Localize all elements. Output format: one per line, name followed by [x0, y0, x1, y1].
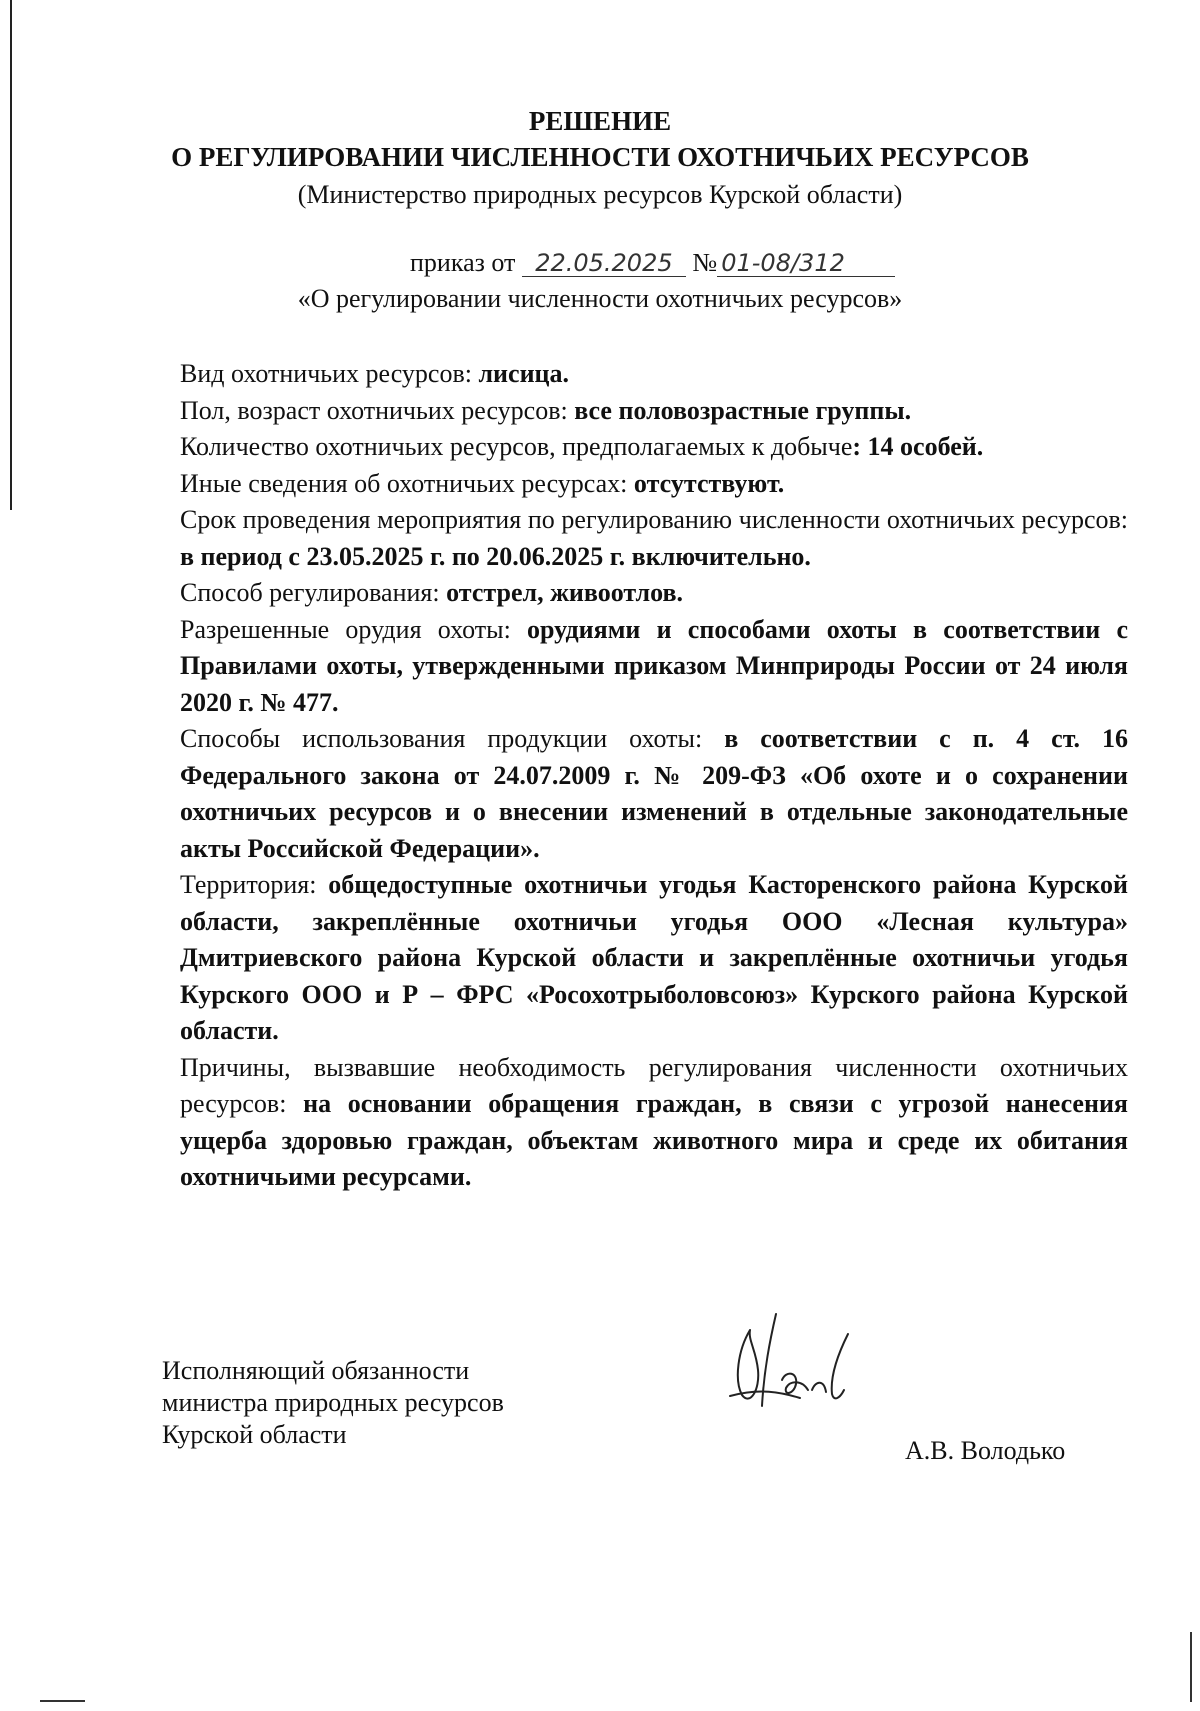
field-period	[180, 502, 1128, 575]
field-species	[180, 356, 1128, 393]
field-product-use	[180, 721, 1128, 867]
field-label: Причины, вызвавшие необходимость регулирования численности охотничьих ресурсов:	[180, 1052, 1128, 1118]
field-value: орудиями и способами охоты в соответствии с Правилами охоты, утвержденными приказом Минприроды России от 24 июля 2020 г. № 477.	[180, 614, 1128, 717]
field-territory	[180, 867, 1128, 1050]
field-label: Территория:	[180, 870, 329, 899]
field-label: Способы использования продукции охоты:	[180, 724, 725, 753]
signatory-position-line: Курской области	[162, 1420, 347, 1449]
field-quantity	[180, 429, 1128, 466]
field-value: все половозрастные группы.	[574, 395, 912, 425]
signatory-position	[162, 1355, 504, 1451]
issuing-authority: (Министерство природных ресурсов Курской области)	[297, 180, 903, 209]
field-label: Количество охотничьих ресурсов, предполагаемых к добыче	[180, 432, 853, 461]
scan-edge-right	[1190, 1632, 1192, 1702]
field-value: отстрел, живоотлов.	[446, 578, 684, 607]
signatory-position-line: Исполняющий обязанности	[162, 1356, 470, 1385]
field-other-info	[180, 466, 1128, 503]
handwritten-signature	[720, 1310, 890, 1420]
document-title: РЕШЕНИЕ	[528, 106, 672, 136]
field-value: на основании обращения граждан, в связи с угрозой нанесения ущерба здоровью граждан, объектам животного мира и среде их обитания охотничьими ресурсами.	[180, 1089, 1128, 1191]
order-number-sign: №	[692, 248, 718, 277]
field-reasons	[180, 1050, 1128, 1196]
order-number-handwritten: 01-08/312	[717, 250, 895, 277]
order-reference	[410, 248, 895, 278]
signatory-position-line: министра природных ресурсов	[162, 1388, 504, 1417]
order-date-handwritten: 22.05.2025	[522, 250, 686, 277]
field-label: Иные сведения об охотничьих ресурсах:	[180, 468, 634, 498]
field-value: в период с 23.05.2025 г. по 20.06.2025 г. включительно.	[180, 541, 811, 571]
field-value: общедоступные охотничьи угодья Касторенского района Курской области, закреплённые охотничьи угодья ООО «Лесная культура» Дмитриевского района Курской области и закреплённые охотничьи угодья Курского ООО и Р – ФРС «Росохотрыболовсоюз» Курского района Курской области.	[180, 870, 1128, 1045]
field-tools	[180, 612, 1128, 722]
signatory-name: А.В. Володько	[905, 1436, 1066, 1465]
field-value: : 14 особей.	[852, 432, 984, 461]
scan-mark	[40, 1700, 85, 1702]
document-title-subject: О РЕГУЛИРОВАНИИ ЧИСЛЕННОСТИ ОХОТНИЧЬИХ РЕСУРСОВ	[171, 142, 1029, 172]
field-label: Вид охотничьих ресурсов:	[180, 359, 479, 388]
field-sex-age	[180, 393, 1128, 430]
scan-edge-left	[10, 0, 12, 510]
field-value: в соответствии с п. 4 ст. 16 Федерального закона от 24.07.2009 г. № 209-ФЗ «Об охоте и о сохранении охотничьих ресурсов и о внесении изменений в отдельные законодательные акты Российской Федерации».	[180, 724, 1129, 863]
field-method	[180, 575, 1128, 612]
order-prefix: приказ от	[410, 248, 516, 277]
decision-body	[180, 356, 1128, 1196]
field-label: Разрешенные орудия охоты:	[180, 614, 528, 644]
field-label: Пол, возраст охотничьих ресурсов:	[180, 395, 575, 425]
order-title: «О регулировании численности охотничьих ресурсов»	[297, 284, 903, 313]
field-label: Срок проведения мероприятия по регулированию численности охотничьих ресурсов:	[180, 505, 1128, 534]
field-label: Способ регулирования:	[180, 578, 447, 607]
field-value: лисица.	[478, 359, 570, 388]
field-value: отсутствуют.	[633, 468, 785, 498]
